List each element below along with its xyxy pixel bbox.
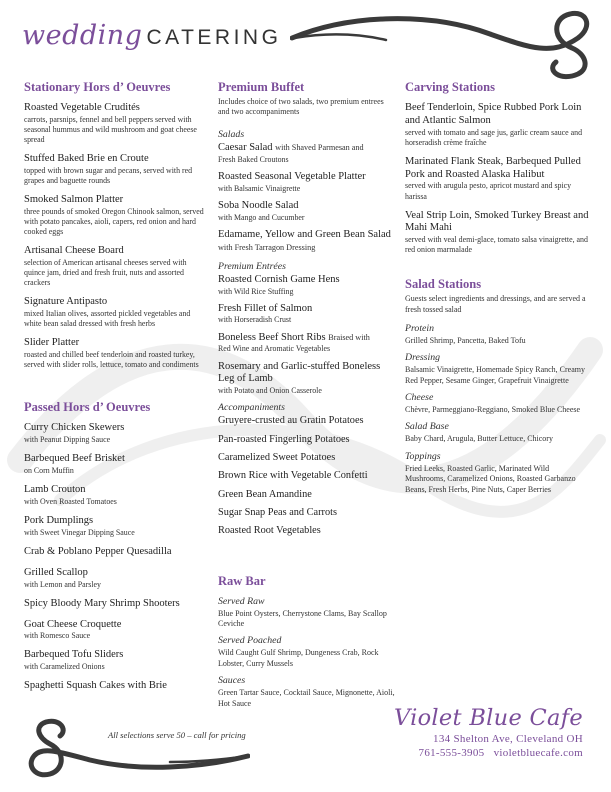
menu-item [218,229,396,255]
menu-item [24,422,204,445]
swirl-ornament-bottom [20,716,250,782]
menu-item-name: Slider Platter [24,337,80,349]
group-text: Chèvre, Parmeggiano-Reggiano, Smoked Blue Cheese [405,405,581,415]
menu-item-inline-description: with Fresh Tarragon Dressing [218,242,316,252]
brand-phone[interactable]: 761-555-3905 [418,746,485,759]
brand-contact [394,747,583,759]
group-label: Toppings [405,450,441,462]
menu-item [218,361,396,397]
menu-item-description: with Mango and Cucumber [218,213,305,223]
entrees-label: Premium Entrées [218,260,286,272]
buffet-entrees-list [218,274,396,396]
brand-block [394,706,583,759]
group-text: Blue Point Oysters, Cherrystone Clams, Bay Scallop Ceviche [218,608,387,628]
accompaniment-item: Brown Rice with Vegetable Confetti [218,470,368,482]
menu-item-name [218,171,396,184]
menu-item-name: Pork Dumplings [24,515,94,527]
swirl-ornament-top [290,8,600,88]
menu-item [218,142,396,165]
passed-list [24,422,204,693]
group-text: Green Tartar Sauce, Cocktail Sauce, Mignonette, Aioli, Hot Sauce [218,688,395,708]
menu-item [24,245,204,288]
menu-item [405,102,590,148]
menu-item [24,619,204,642]
menu-item-title: Soba Noodle Salad [218,200,299,212]
menu-item-title: Rosemary and Garlic-stuffed Boneless Leg of Lamb [218,360,381,385]
menu-item-name: Curry Chicken Skewers [24,422,125,434]
menu-item [24,337,204,370]
menu-item-name: Grilled Scallop [24,566,88,578]
passed-title: Passed Hors d’ Oeuvres [24,400,151,415]
menu-item-description: carrots, parsnips, fennel and bell peppers served with seasonal hummus and wild mushroom and goat cheese spread [24,114,197,145]
menu-item-description: with Caramelized Onions [24,662,105,672]
menu-item [218,303,396,326]
accompaniment-item: Pan-roasted Fingerling Potatoes [218,433,350,445]
salads-label: Salads [218,129,245,141]
brand-name: Violet Blue Cafe [393,705,583,731]
buffet-title: Premium Buffet [218,80,305,94]
menu-item [218,171,396,194]
column-middle [218,80,396,715]
menu-item [24,153,204,186]
brand-website[interactable]: violetbluecafe.com [493,746,583,759]
menu-item-name: Spaghetti Squash Cakes with Brie [24,680,167,692]
menu-item [24,484,204,507]
menu-item-inline-description: with Shaved Parmesan and [275,143,364,153]
menu-item-title: Roasted Cornish Game Hens [218,273,340,285]
rawbar-groups [218,596,396,709]
page-header [22,20,281,60]
menu-item-description: served with tomato and sage jus, garlic cream sauce and horseradish crème fraîche [405,127,583,147]
menu-item-description: Fresh Baked Croutons [218,155,289,165]
group-text: Balsamic Vinaigrette, Homemade Spicy Ranch, Creamy Red Pepper, Sesame Ginger, Grapefruit Vinaigrette [405,365,585,385]
rawbar-title: Raw Bar [218,573,266,588]
accompaniment-item: Gruyere-crusted au Gratin Potatoes [218,415,364,427]
menu-item [24,453,204,476]
menu-item-title: Boneless Beef Short Ribs [218,331,326,343]
menu-item [405,210,590,256]
menu-item-name: Spicy Bloody Mary Shrimp Shooters [24,597,180,609]
menu-item-description: served with veal demi-glace, tomato salsa vinaigrette, and red onion marmalade [405,235,588,255]
menu-item-name [218,229,396,255]
menu-item-description: mixed Italian olives, assorted pickled vegetables and white bean salad dressed with fresh herbs [24,309,191,329]
menu-item-name: Marinated Flank Steak, Barbequed Pulled Pork and Roasted Alaska Halibut [405,155,581,180]
header-caps-word: CATERING [146,26,282,49]
menu-item-name: Barbequed Beef Brisket [24,453,125,465]
salad-stations-groups [405,323,590,495]
group-text: Baby Chard, Arugula, Butter Lettuce, Chicory [405,434,553,444]
menu-item-name: Crab & Poblano Pepper Quesadilla [24,546,172,558]
menu-item-title: Fresh Fillet of Salmon [218,302,313,314]
group-text: Grilled Shrimp, Pancetta, Baked Tofu [405,335,526,345]
menu-item [24,598,204,611]
group-label: Served Raw [218,595,265,607]
menu-item-name: Goat Cheese Croquette [24,618,122,630]
menu-item [218,200,396,223]
footer-note: All selections serve 50 – call for pricing [108,730,246,740]
salad-stations-title: Salad Stations [405,277,482,292]
menu-item-description: with Wild Rice Stuffing [218,286,294,296]
menu-item [24,296,204,329]
menu-item-description: selection of American artisanal cheeses served with quince jam, dried and fresh fruit, nuts and assorted crackers [24,258,187,288]
menu-item-description: with Potato and Onion Casserole [218,386,322,396]
stationary-title: Stationary Hors d’ Oeuvres [24,80,171,94]
menu-item-name [218,200,396,213]
menu-item-description: with Balsamic Vinaigrette [218,184,301,194]
menu-item [218,274,396,297]
menu-item [24,194,204,237]
menu-item-name: Roasted Vegetable Crudités [24,102,140,113]
menu-item-description: three pounds of smoked Oregon Chinook salmon, served with potato pancakes, aioli, capers, red onion and hard cooked eggs [24,206,204,237]
menu-item [24,567,204,590]
menu-item [24,102,204,145]
menu-item-description: with Sweet Vinegar Dipping Sauce [24,527,135,537]
menu-item [405,156,590,202]
menu-item-name: Signature Antipasto [24,296,108,308]
menu-item-description: roasted and chilled beef tenderloin and roasted turkey, served with slider rolls, lettuce, tomato and condiments [24,350,199,370]
accompaniment-item: Caramelized Sweet Potatoes [218,451,336,463]
group-label: Dressing [405,352,441,364]
buffet-salads-list [218,142,396,254]
menu-item-name: Stuffed Baked Brie en Croute [24,153,149,165]
group-text: Wild Caught Gulf Shrimp, Dungeness Crab, Rock Lobster, Curry Mussels [218,648,379,668]
menu-item-name [218,303,396,316]
menu-item-inline-description: Braised with [328,332,370,342]
menu-item-title: Roasted Seasonal Vegetable Platter [218,171,366,183]
menu-item-description: Red Wine and Aromatic Vegetables [218,344,331,354]
menu-item-description: with Romesco Sauce [24,631,91,641]
menu-item-description: on Corn Muffin [24,466,74,476]
menu-item-description: topped with brown sugar and pecans, served with red grapes and baguette rounds [24,165,193,186]
menu-item-name [218,332,396,345]
accompaniment-item: Roasted Root Vegetables [218,525,321,537]
header-script-word: wedding [22,20,143,51]
menu-item-name [218,274,396,287]
menu-item-title: Edamame, Yellow and Green Bean Salad [218,229,391,241]
menu-item-name: Veal Strip Loin, Smoked Turkey Breast and Mahi Mahi [405,209,589,234]
menu-item-title: Caesar Salad [218,142,273,154]
menu-item-name [218,361,396,387]
menu-item [24,680,204,693]
menu-item-name: Lamb Crouton [24,484,86,496]
buffet-accompaniments-list [218,415,396,537]
group-label: Salad Base [405,421,449,433]
menu-item-name: Beef Tenderloin, Spice Rubbed Pork Loin and Atlantic Salmon [405,102,582,126]
menu-item-description: with Oven Roasted Tomatoes [24,497,117,507]
brand-address: 134 Shelton Ave, Cleveland OH [433,732,583,745]
menu-item-name [218,142,396,155]
salad-stations-intro: Guests select ingredients and dressings, and are served a fresh tossed salad [405,294,586,314]
menu-item-description: with Peanut Dipping Sauce [24,435,111,445]
accompaniment-item: Sugar Snap Peas and Carrots [218,506,337,518]
carving-title: Carving Stations [405,80,495,94]
group-label: Cheese [405,392,434,404]
group-label: Sauces [218,675,246,687]
menu-item [24,546,204,559]
column-left [24,80,204,701]
menu-item-name: Smoked Salmon Platter [24,194,124,206]
stationary-list [24,102,204,370]
menu-item [24,515,204,538]
group-text: Fried Leeks, Roasted Garlic, Marinated Wild Mushrooms, Caramelized Onions, Roasted Garbanzo Beans, Fresh Herbs, Pine Nuts, Caper Berries [405,463,576,494]
buffet-intro: Includes choice of two salads, two premium entrees and two accompaniments [218,97,384,117]
menu-item-description: with Lemon and Parsley [24,579,101,589]
column-right [405,80,590,501]
group-label: Served Poached [218,635,282,647]
accompaniments-label: Accompaniments [218,402,285,414]
accompaniment-item: Green Bean Amandine [218,488,312,500]
group-label: Protein [405,322,435,334]
carving-list [405,102,590,255]
menu-item-description: served with arugula pesto, apricot mustard and spicy harissa [405,181,572,201]
menu-item-description: with Horseradish Crust [218,315,292,325]
menu-item [24,649,204,672]
menu-item-name: Barbequed Tofu Sliders [24,649,124,661]
menu-item-name: Artisanal Cheese Board [24,245,124,257]
menu-item [218,332,396,355]
